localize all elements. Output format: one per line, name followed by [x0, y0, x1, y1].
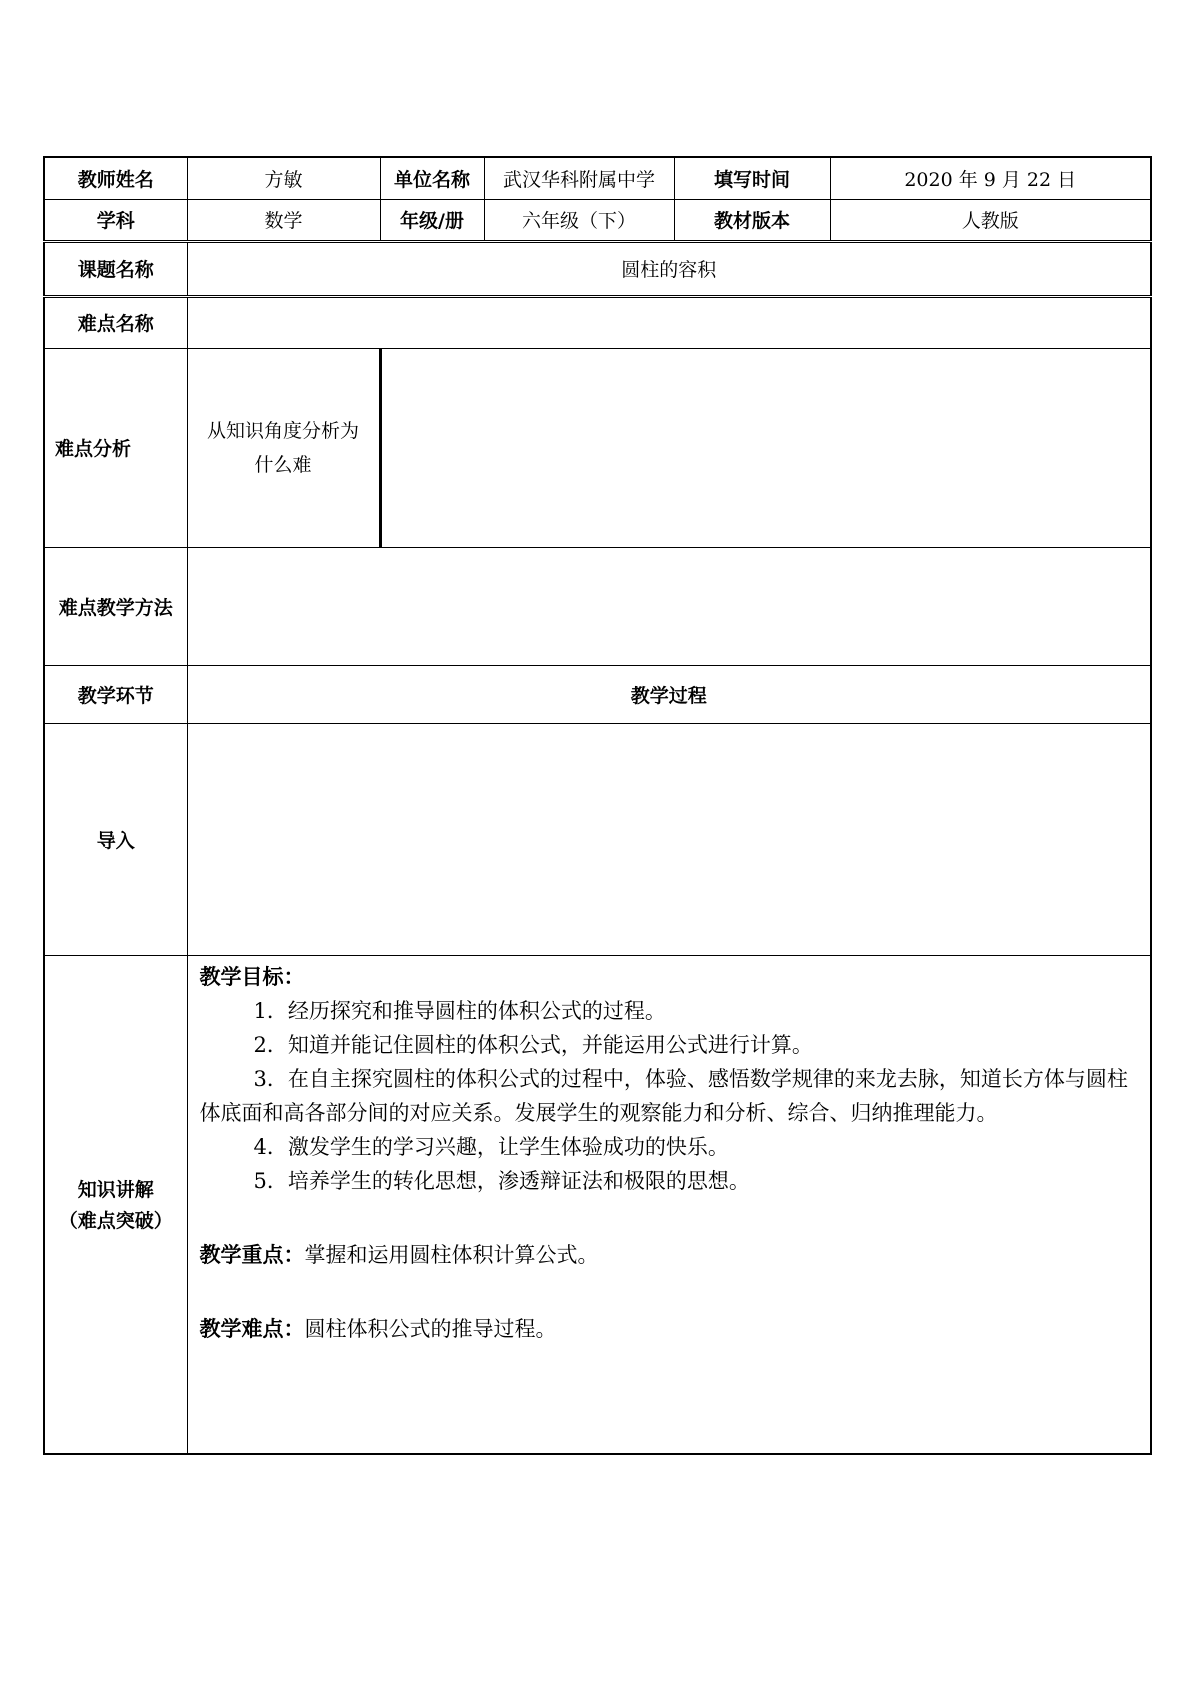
hard-heading: 教学难点：: [199, 1316, 305, 1341]
intro-value: [187, 723, 1151, 955]
analysis-value: [380, 348, 1151, 547]
key-heading: 教学重点：: [199, 1242, 305, 1267]
difficulty-label: 难点名称: [44, 296, 187, 348]
teacher-value: 方敏: [187, 157, 380, 199]
subject-label: 学科: [44, 199, 187, 241]
edition-value: 人教版: [830, 199, 1151, 241]
topic-label: 课题名称: [44, 241, 187, 296]
analysis-label: 难点分析: [44, 348, 187, 547]
goal-item: 4．激发学生的学习兴趣，让学生体验成功的快乐。: [253, 1134, 729, 1159]
unit-label: 单位名称: [380, 157, 484, 199]
header-row-2: [44, 199, 1151, 241]
edition-label: 教材版本: [674, 199, 830, 241]
unit-value: 武汉华科附属中学: [484, 157, 674, 199]
intro-row: [44, 723, 1151, 955]
goal-item: 2．知道并能记住圆柱的体积公式，并能运用公式进行计算。: [253, 1032, 813, 1057]
analysis-row: [44, 348, 1151, 547]
header-row-1: [44, 157, 1151, 199]
method-row: [44, 547, 1151, 665]
knowledge-label-line1: 知识讲解: [77, 1179, 154, 1202]
grade-value: 六年级（下）: [484, 199, 674, 241]
grade-label: 年级/册: [380, 199, 484, 241]
process-row: [44, 665, 1151, 723]
spacer: [200, 1198, 1139, 1238]
process-header: 教学过程: [187, 665, 1151, 723]
knowledge-content: [187, 955, 1151, 1454]
hard-text: 圆柱体积公式的推导过程。: [304, 1316, 557, 1341]
method-value: [187, 547, 1151, 665]
date-label: 填写时间: [674, 157, 830, 199]
difficulty-value: [187, 296, 1151, 348]
lesson-plan-form: [43, 156, 1150, 1455]
process-label: 教学环节: [44, 665, 187, 723]
spacer: [200, 1272, 1139, 1312]
date-value: 2020 年 9 月 22 日: [830, 157, 1151, 199]
method-label: 难点教学方法: [44, 547, 187, 665]
key-point: [200, 1238, 1139, 1272]
difficulty-row: [44, 296, 1151, 348]
teacher-label: 教师姓名: [44, 157, 187, 199]
topic-row: [44, 241, 1151, 296]
goal-item: 1．经历探究和推导圆柱的体积公式的过程。: [253, 998, 666, 1023]
topic-value: 圆柱的容积: [187, 241, 1151, 296]
analysis-sub-label: 从知识角度分析为什么难: [187, 348, 380, 547]
form-table: [43, 156, 1152, 1455]
key-text: 掌握和运用圆柱体积计算公式。: [304, 1242, 599, 1267]
knowledge-label: [44, 955, 187, 1454]
intro-label: 导入: [44, 723, 187, 955]
goal-item: 5．培养学生的转化思想，渗透辩证法和极限的思想。: [253, 1168, 750, 1193]
knowledge-label-line2: （难点突破）: [58, 1210, 173, 1233]
goal-item: 3．在自主探究圆柱的体积公式的过程中，体验、感悟数学规律的来龙去脉，知道长方体与圆柱体底面和高各部分间的对应关系。发展学生的观察能力和分析、综合、归纳推理能力。: [199, 1066, 1128, 1125]
subject-value: 数学: [187, 199, 380, 241]
hard-point: [200, 1312, 1139, 1346]
goals-heading: 教学目标：: [199, 964, 305, 989]
knowledge-row: [44, 955, 1151, 1454]
